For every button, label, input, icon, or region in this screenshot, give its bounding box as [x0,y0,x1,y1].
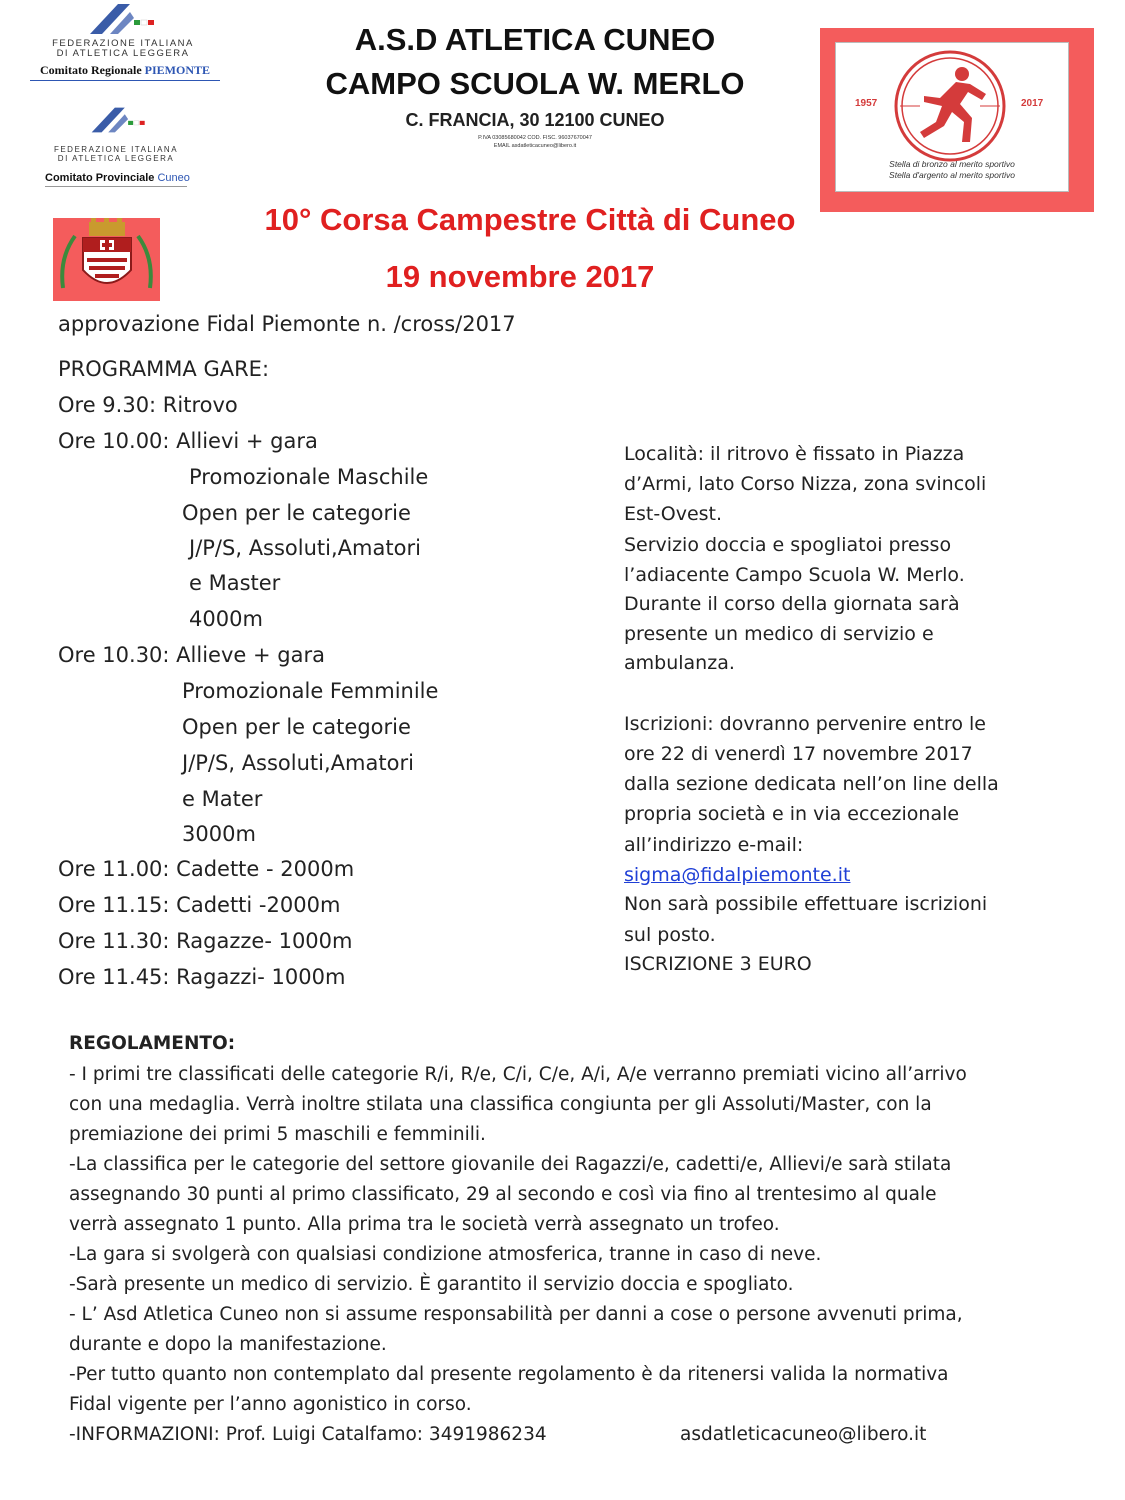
program-line: 4000m [189,607,263,631]
info-line: all’indirizzo e-mail: [624,834,804,856]
regolamento-line: assegnando 30 punti al primo classificato, 29 al secondo e così via fino al trentesimo al quale [69,1184,937,1205]
anniversary-badge-inner [835,42,1069,192]
fidal-provincial-line2: DI ATLETICA LEGGERA [57,154,175,163]
fidal-provincial-line1: FEDERAZIONE ITALIANA [53,145,179,154]
badge-year-right: 2017 [1021,98,1044,109]
contact-info: -INFORMAZIONI: Prof. Luigi Catalfamo: 3491986234 [69,1424,547,1445]
regolamento-line: -La gara si svolgerà con qualsiasi condizione atmosferica, tranne in caso di neve. [69,1244,822,1265]
regolamento-line: - I primi tre classificati delle categorie R/i, R/e, C/i, C/e, A/i, A/e verranno premiati vicino all’arrivo [69,1064,967,1085]
venue-name: CAMPO SCUOLA W. MERLO [325,66,745,101]
info-line: ore 22 di venerdì 17 novembre 2017 [624,743,973,765]
program-heading: PROGRAMMA GARE: [58,357,270,381]
program-line: 3000m [182,822,256,846]
event-date: 19 novembre 2017 [385,259,655,294]
program-line: Ore 10.00: Allievi + gara [58,429,318,453]
info-line: d’Armi, lato Corso Nizza, zona svincoli [624,473,987,495]
info-line: ambulanza. [624,652,735,674]
club-name: A.S.D ATLETICA CUNEO [354,22,716,57]
program-line: e Master [189,571,281,595]
regolamento-line: -Sarà presente un medico di servizio. È garantito il servizio doccia e spogliato. [69,1274,794,1295]
fidal-logo-icon [90,102,148,138]
info-line: propria società e in via eccezionale [624,803,960,825]
address: C. FRANCIA, 30 12100 CUNEO [405,110,665,130]
regolamento-line: durante e dopo la manifestazione. [69,1334,387,1355]
regolamento-line: - L’ Asd Atletica Cuneo non si assume responsabilità per danni a cose o persone avvenuti prima, [69,1304,963,1325]
info-line: dalla sezione dedicata nell’on line della [624,773,999,795]
info-line: sul posto. [624,924,716,946]
program-line: Promozionale Femminile [182,679,439,703]
program-line: J/P/S, Assoluti,Amatori [189,536,421,560]
info-line: presente un medico di servizio e [624,623,934,645]
info-line: l’adiacente Campo Scuola W. Merlo. [624,564,965,586]
fidal-regional-comitato [30,63,220,81]
program-line: Ore 10.30: Allieve + gara [58,643,325,667]
badge-caption-2: Stella d'argento al merito sportivo [889,170,1015,180]
badge-year-left: 1957 [855,98,878,109]
info-line: Servizio doccia e spogliatoi presso [624,534,952,556]
program-line: Ore 9.30: Ritrovo [58,393,238,417]
runner-emblem-icon [890,46,1010,166]
info-line: Non sarà possibile effettuare iscrizioni [624,893,988,915]
registration-email-link[interactable]: sigma@fidalpiemonte.it [624,864,851,886]
program-line: J/P/S, Assoluti,Amatori [182,751,414,775]
fiscal-info: P.IVA 03085680042 COD. FISC. 96037670047 [478,135,592,141]
badge-caption-1: Stella di bronzo al merito sportivo [889,159,1015,169]
regolamento-line: Fidal vigente per l’anno agonistico in corso. [69,1394,472,1415]
program-line: e Mater [182,787,263,811]
regolamento-line: -Per tutto quanto non contemplato dal presente regolamento è da ritenersi valida la normativa [69,1364,949,1385]
city-coat-of-arms [53,218,160,301]
approval-text: approvazione Fidal Piemonte n. /cross/2017 [58,312,516,336]
region-label: PIEMONTE [144,63,210,77]
registration-fee: ISCRIZIONE 3 EURO [624,953,812,975]
info-line: Iscrizioni: dovranno pervenire entro le [624,713,986,735]
info-line: Est-Ovest. [624,503,723,525]
program-line: Ore 11.15: Cadetti -2000m [58,893,341,917]
regolamento-line: con una medaglia. Verrà inoltre stilata una classifica congiunta per gli Assoluti/Master, con la [69,1094,932,1115]
contact-email: asdatleticacuneo@libero.it [680,1424,927,1445]
comitato-provinciale-label: Comitato Provinciale [45,172,155,184]
regolamento-line: -La classifica per le categorie del settore giovanile dei Ragazzi/e, cadetti/e, Allievi/e sarà stilata [69,1154,952,1175]
program-line: Open per le categorie [182,501,411,525]
fidal-regional-line1: FEDERAZIONE ITALIANA [52,38,194,49]
coat-of-arms-icon [53,218,160,301]
info-line: Durante il corso della giornata sarà [624,593,960,615]
regolamento-heading: REGOLAMENTO: [69,1033,236,1054]
regolamento-line: premiazione dei primi 5 maschili e femminili. [69,1124,486,1145]
province-label: Cuneo [157,172,190,184]
fidal-logo-icon [88,2,158,36]
program-line: Open per le categorie [182,715,411,739]
header-email: EMAIL asdatleticacuneo@libero.it [493,143,577,149]
program-line: Ore 11.00: Cadette - 2000m [58,857,355,881]
program-line: Promozionale Maschile [189,465,429,489]
program-line: Ore 11.45: Ragazzi- 1000m [58,965,346,989]
fidal-provincial-comitato [45,172,190,187]
info-line: Località: il ritrovo è fissato in Piazza [624,443,965,465]
regolamento-line: verrà assegnato 1 punto. Alla prima tra le società verrà assegnato un trofeo. [69,1214,780,1235]
fidal-regional-line2: DI ATLETICA LEGGERA [56,48,190,59]
comitato-regionale-label: Comitato Regionale [40,63,142,77]
program-line: Ore 11.30: Ragazze- 1000m [58,929,353,953]
event-title: 10° Corsa Campestre Città di Cuneo [264,202,796,237]
